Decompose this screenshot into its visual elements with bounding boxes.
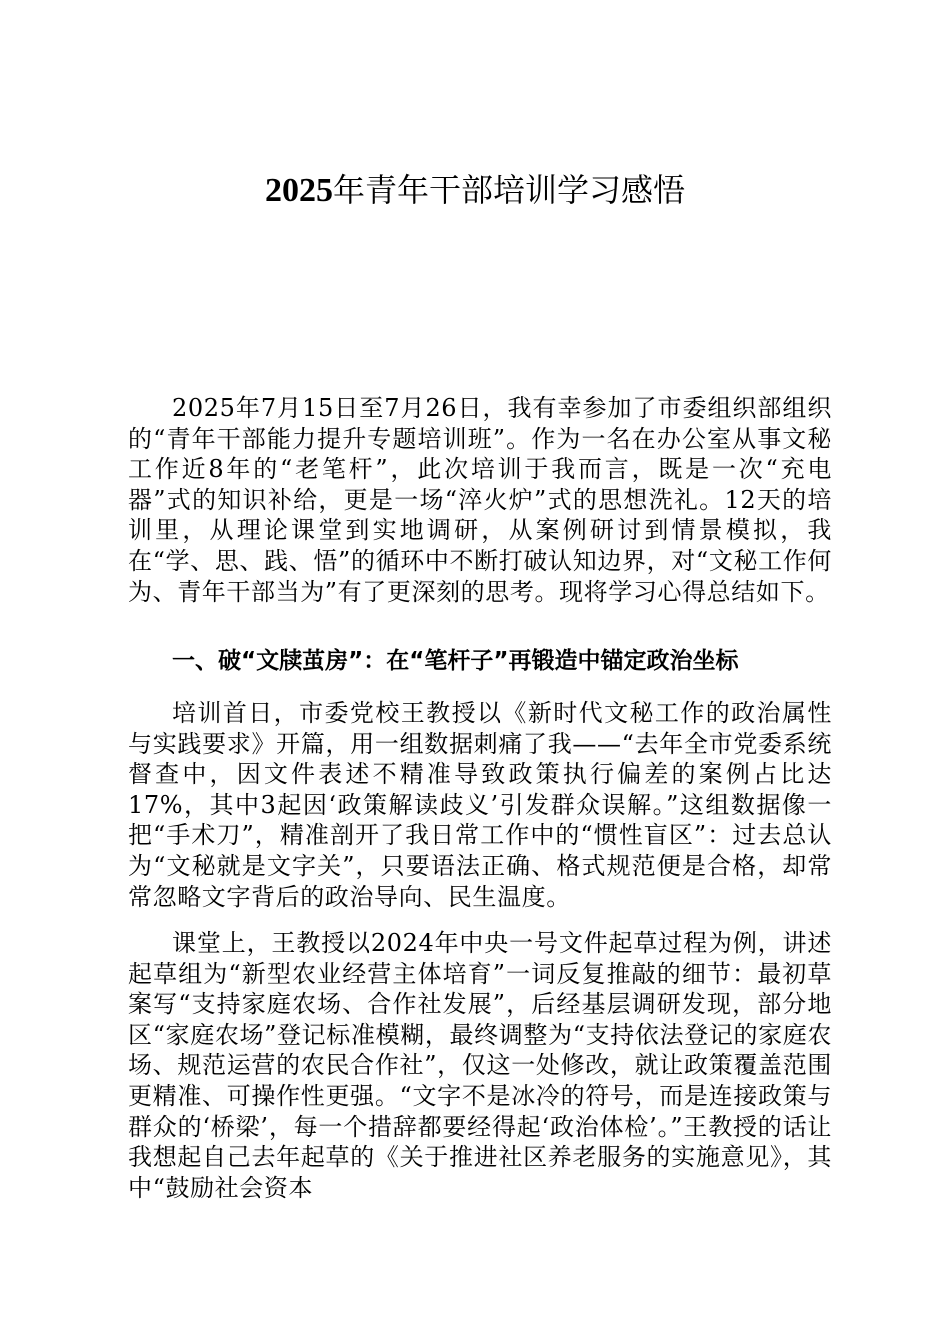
title-year: 2025 (264, 172, 333, 209)
body-paragraph: 培训首日，市委党校王教授以《新时代文秘工作的政治属性与实践要求》开篇，用一组数据刺痛了我——“去年全市党委系统督查中，因文件表述不精准导致政策执行偏差的案例占比达17%，其中3起因‘政策解读歧义’引发群众误解。”这组数据像一把“手术刀”，精准剖开了我日常工作中的“惯性盲区”：过去总认为“文秘就是文字关”，只要语法正确、格式规范便是合格，却常常忽略文字背后的政治导向、民生温度。 (128, 699, 832, 911)
section-heading-1: 一、破“文牍茧房”：在“笔杆子”再锻造中锚定政治坐标 (172, 648, 739, 674)
body-paragraph: 课堂上，王教授以2024年中央一号文件起草过程为例，讲述起草组为“新型农业经营主体培育”一词反复推敲的细节：最初草案写“支持家庭农场、合作社发展”，后经基层调研发现，部分地区“家庭农场”登记标准模糊，最终调整为“支持依法登记的家庭农场、规范运营的农民合作社”，仅这一处修改，就让政策覆盖范围更精准、可操作性更强。“文字不是冰冷的符号，而是连接政策与群众的‘桥梁’，每一个措辞都要经得起‘政治体检’。”王教授的话让我想起自己去年起草的《关于推进社区养老服务的实施意见》，其中“鼓励社会资本 (128, 929, 832, 1202)
title-text: 年青年干部培训学习感悟 (332, 171, 685, 209)
intro-paragraph: 2025年7月15日至7月26日，我有幸参加了市委组织部组织的“青年干部能力提升专题培训班”。作为一名在办公室从事文秘工作近8年的“老笔杆”，此次培训于我而言，既是一次“充电器”式的知识补给，更是一场“淬火炉”式的思想洗礼。12天的培训里，从理论课堂到实地调研，从案例研讨到情景模拟，我在“学、思、践、悟”的循环中不断打破认知边界，对“文秘工作何为、青年干部当为”有了更深刻的思考。现将学习心得总结如下。 (128, 394, 832, 606)
document-title (0, 168, 950, 213)
